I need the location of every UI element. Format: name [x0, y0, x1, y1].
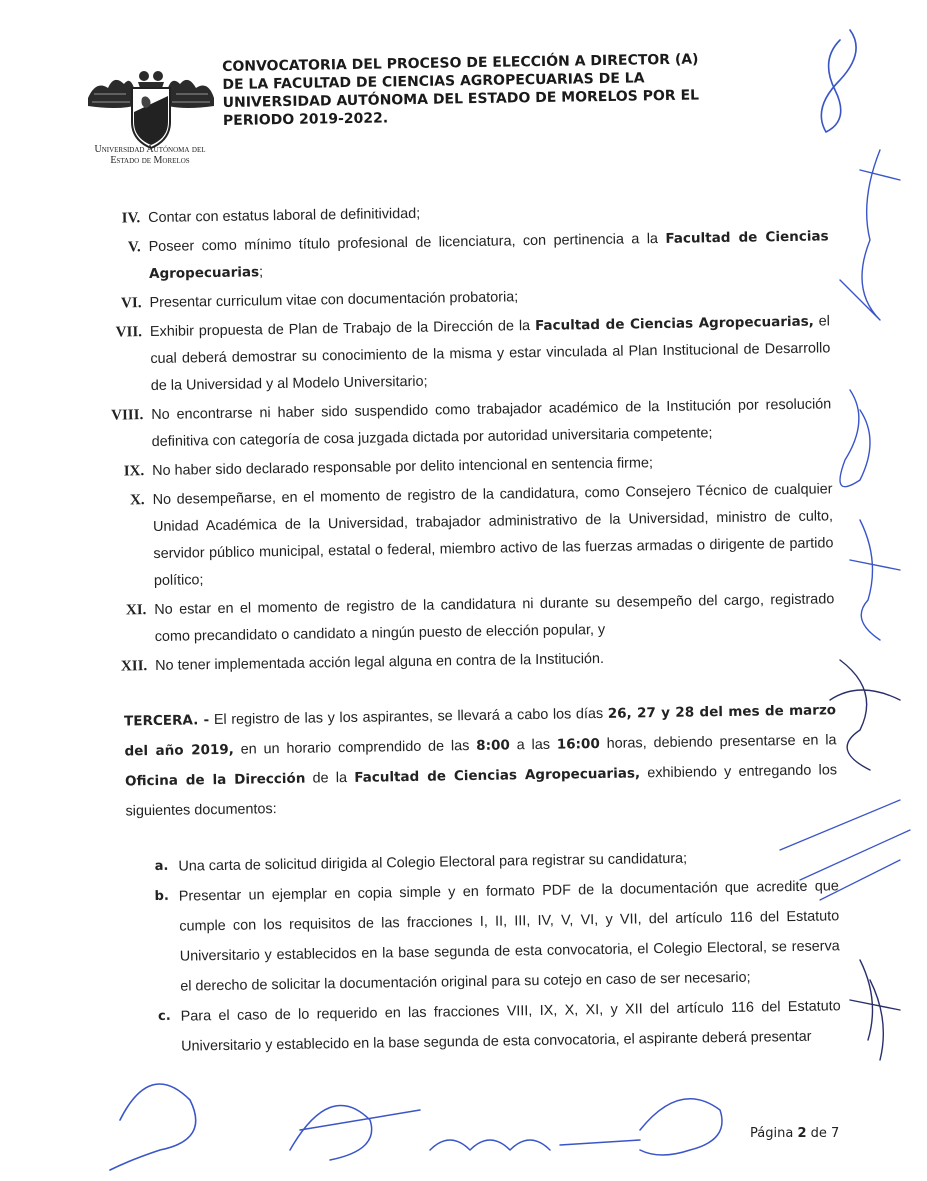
requirement-number: V. — [127, 239, 141, 256]
requirement-text: Contar con estatus laboral de definitividad; — [148, 205, 421, 227]
document-letter: a. — [154, 858, 169, 875]
signature-right-3 — [840, 390, 870, 487]
document-body — [86, 194, 841, 1063]
signature-right-7 — [850, 960, 900, 1060]
requirement-text: Exhibir propuesta de Plan de Trabajo de la Dirección de la Facultad de Ciencias Agropecuarias, el cual deberá demostrar su conocimiento de la misma y estar vinculada al Plan Institucional de Desarrollo de la Universidad y al Modelo Universitario; — [149, 313, 831, 395]
signature-right-4 — [850, 520, 900, 640]
document-letter: b. — [154, 888, 169, 905]
requirement-number: IX. — [123, 463, 145, 480]
requirement-number: VIII. — [111, 407, 144, 424]
requirement-item — [88, 308, 831, 401]
university-name-line1: Universidad Autónoma del — [94, 144, 206, 155]
document-title: CONVOCATORIA DEL PROCESO DE ELECCIÓN A DIRECTOR (A) DE LA FACULTAD DE CIENCIAS AGROPECUARIAS DE LA UNIVERSIDAD AUTÓNOMA DEL ESTADO DE MORELOS POR EL PERIODO 2019-2022. — [222, 51, 700, 129]
requirement-number: X. — [129, 492, 145, 509]
documents-list — [96, 841, 841, 1063]
page-label: Página — [750, 1126, 794, 1141]
requirement-item — [89, 391, 832, 457]
university-name — [60, 144, 240, 166]
university-logo — [86, 66, 216, 150]
signature-bottom-4 — [640, 1099, 722, 1155]
document-text: Para el caso de lo requerido en las fracciones VIII, IX, X, XI, y XII del artículo 116 del Estatuto Universitario y establecido en la base segunda de esta convocatoria, el aspirante deberá presentar — [180, 998, 841, 1055]
requirement-text: No estar en el momento de registro de la candidatura ni durante su desempeño del cargo, registrado como precandidato o candidato a ningún puesto de elección popular, y — [154, 591, 835, 645]
requirement-item — [92, 586, 835, 652]
document-text: Una carta de solicitud dirigida al Colegio Electoral para registrar su candidatura; — [178, 850, 688, 875]
signature-bottom-1 — [110, 1084, 196, 1170]
signature-right-2 — [840, 150, 900, 320]
requirement-text: No tener implementada acción legal alguna en contra de la Institución. — [155, 650, 605, 674]
page-separator: de — [810, 1126, 827, 1141]
requirements-list — [86, 194, 835, 681]
requirement-number: VI. — [120, 295, 142, 312]
signature-bottom-2 — [290, 1105, 420, 1160]
document-text: Presentar un ejemplar en copia simple y en formato PDF de la documentación que acredite que cumple con los requisitos de las fracciones I, II, III, IV, V, VI, y VII, del artículo 116 del Estatuto Universitario y establecidos en la base segunda de esta convocatoria, el Colegio Electoral, se reserva el derecho de solicitar la documentación original para su cotejo en caso de ser necesario; — [178, 878, 840, 995]
page-number — [750, 1126, 839, 1141]
document-item — [99, 991, 842, 1063]
requirement-number: XI. — [125, 602, 147, 619]
requirement-text: Presentar curriculum vitae con documentación probatoria; — [149, 289, 519, 312]
requirement-item — [90, 476, 834, 596]
signature-right-5 — [830, 660, 900, 770]
page-total: 7 — [831, 1126, 840, 1141]
requirement-number: VII. — [115, 324, 143, 341]
requirement-number: IV. — [121, 210, 141, 227]
requirement-number: XII. — [120, 658, 148, 675]
signature-bottom-3 — [430, 1140, 640, 1150]
university-name-line2: Estado de Morelos — [110, 155, 190, 166]
requirement-text: Poseer como mínimo título profesional de licenciatura, con pertinencia a la Facultad de Ciencias Agropecuarias; — [148, 228, 829, 283]
document-letter: c. — [157, 1008, 171, 1024]
requirement-text: No haber sido declarado responsable por delito intencional en sentencia firme; — [152, 455, 654, 479]
page-current: 2 — [797, 1126, 807, 1141]
tercera-paragraph: TERCERA. - El registro de las y los aspirantes, se llevará a cabo los días 26, 27 y 28 del mes de marzo del año 2019, en un horario comprendido de las 8:00 a las 16:00 horas, debiendo presentarse en la Oficina de la Dirección de la Facultad de Ciencias Agropecuarias, exhibiendo y entregando los siguientes documentos: — [123, 702, 838, 820]
document-item — [97, 871, 841, 1003]
requirement-text: No desempeñarse, en el momento de registro de la candidatura, como Consejero Técnico de cualquier Unidad Académica de la Universidad, trabajador administrativo de la Universidad, ministro de culto, servidor público municipal, estatal o federal, miembro activo de las fuerzas armadas o dirigente de partido político; — [152, 481, 834, 589]
requirement-item — [86, 223, 829, 289]
requirement-text: No encontrarse ni haber sido suspendido como trabajador académico de la Institución por resolución definitiva con categoría de cosa juzgada dictada por autoridad universitaria competente; — [151, 396, 832, 450]
signature-right-1 — [821, 30, 856, 132]
